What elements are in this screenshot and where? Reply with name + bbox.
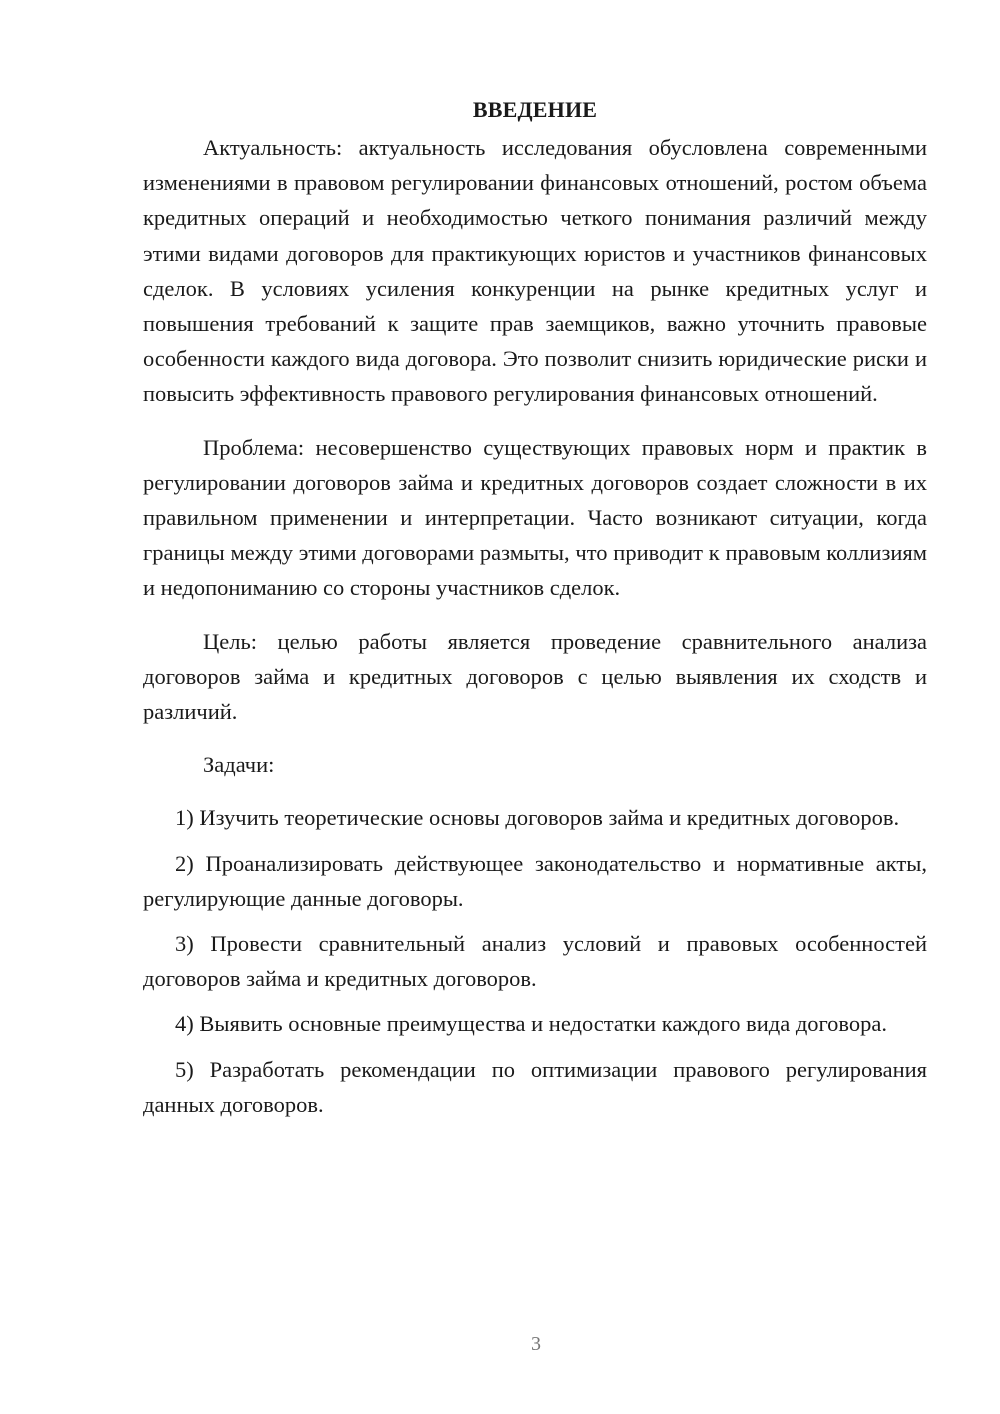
task-item-1: 1) Изучить теоретические основы договоров займа и кредитных договоров. (175, 805, 900, 831)
task-item-2: 2) Проанализировать действующее законодательство и нормативные акты, регулирующие данные договоры. (143, 850, 927, 911)
problem-paragraph: Проблема: несовершенство существующих правовых норм и практик в регулировании договоров займа и кредитных договоров создает сложности в их правильном применении и интерпретации. Часто возникают ситуации, когда границы между этими договорами размыты, что приводит к правовым коллизиям и недопониманию со стороны участников сделок. (143, 434, 927, 601)
page-content (143, 92, 927, 1132)
tasks-label: Задачи: (203, 752, 275, 778)
page-number: 3 (531, 1333, 541, 1355)
task-item-4: 4) Выявить основные преимущества и недостатки каждого вида договора. (175, 1011, 888, 1037)
task-item-3: 3) Провести сравнительный анализ условий и правовых особенностей договоров займа и кредитных договоров. (143, 931, 927, 992)
task-item-5: 5) Разработать рекомендации по оптимизации правового регулирования данных договоров. (143, 1056, 927, 1117)
relevance-paragraph: Актуальность: актуальность исследования обусловлена современными изменениями в правовом регулировании финансовых отношений, ростом объема кредитных операций и необходимостью четкого понимания различий между этими видами договоров для практикующих юристов и участников финансовых сделок. В условиях усиления конкуренции на рынке кредитных услуг и повышения требований к защите прав заемщиков, важно уточнить правовые особенности каждого вида договора. Это позволит снизить юридические риски и повысить эффективность правового регулирования финансовых отношений. (143, 135, 927, 407)
goal-paragraph: Цель: целью работы является проведение сравнительного анализа договоров займа и кредитных договоров с целью выявления их сходств и различий. (143, 628, 927, 725)
section-heading: ВВЕДЕНИЕ (472, 97, 598, 122)
